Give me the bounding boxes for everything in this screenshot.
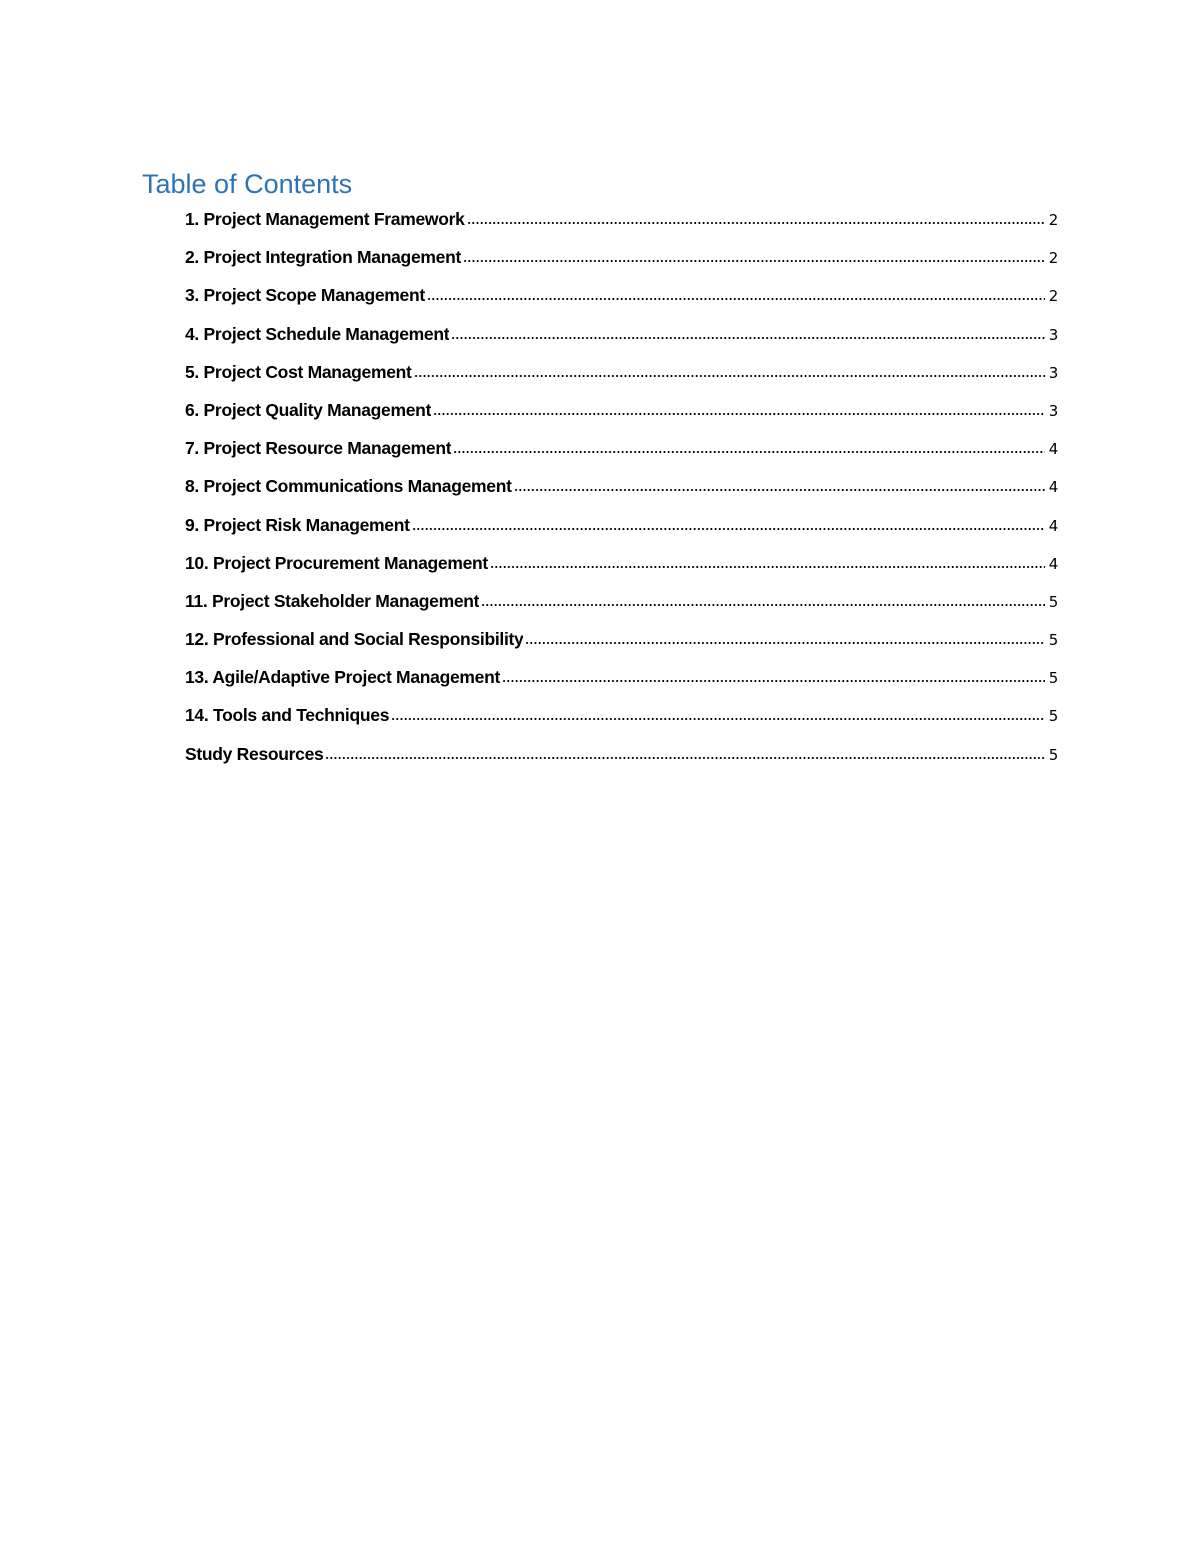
toc-heading: Table of Contents [142, 169, 353, 199]
toc-entry[interactable] [185, 735, 1058, 773]
toc-entry[interactable] [185, 544, 1058, 582]
toc-entry-page: 3 [1048, 325, 1058, 344]
toc-entry-label: 10. Project Procurement Management [185, 552, 488, 573]
dot-leader [525, 641, 1045, 645]
dot-leader [490, 565, 1045, 569]
toc-entry[interactable] [185, 391, 1058, 429]
toc-entry[interactable] [185, 238, 1058, 276]
dot-leader [463, 259, 1045, 263]
toc-entry[interactable] [185, 315, 1058, 353]
toc-entry-label: 13. Agile/Adaptive Project Management [185, 667, 501, 688]
toc-entry[interactable] [185, 353, 1058, 391]
toc-entry-label: 6. Project Quality Management [185, 399, 432, 420]
toc-entry[interactable] [185, 429, 1058, 467]
dot-leader [325, 756, 1045, 760]
toc-entry[interactable] [185, 696, 1058, 734]
toc-entry[interactable] [185, 200, 1058, 238]
toc-entry-label: 3. Project Scope Management [185, 285, 425, 306]
toc-entry-label: 2. Project Integration Management [185, 247, 461, 268]
toc-entry[interactable] [185, 506, 1058, 544]
toc-entry-page: 2 [1048, 211, 1058, 229]
dot-leader [451, 336, 1045, 340]
toc-entry-label: 11. Project Stakeholder Management [185, 590, 480, 611]
dot-leader [453, 450, 1045, 454]
toc-entry-label: Study Resources [185, 743, 324, 764]
toc-entry-page: 3 [1048, 401, 1058, 420]
toc-entry-label: 1. Project Management Framework [185, 209, 465, 229]
toc-entry[interactable] [185, 467, 1058, 505]
toc-entry[interactable] [185, 658, 1058, 696]
toc-entry-label: 12. Professional and Social Responsibility [185, 629, 524, 650]
toc-entry-label: 8. Project Communications Management [185, 476, 512, 497]
toc-entry-page: 4 [1048, 516, 1058, 535]
dot-leader [467, 221, 1045, 225]
toc-entry-page: 2 [1048, 249, 1058, 268]
toc-entry-label: 5. Project Cost Management [185, 361, 412, 382]
toc-entry-page: 5 [1048, 745, 1058, 764]
toc-entry-page: 4 [1048, 554, 1058, 573]
toc-entry-page: 3 [1048, 363, 1058, 382]
toc-entry[interactable] [185, 582, 1058, 620]
dot-leader [502, 679, 1045, 683]
toc-entry-page: 2 [1048, 287, 1058, 306]
toc-entry-page: 5 [1048, 631, 1058, 650]
dot-leader [427, 297, 1045, 301]
toc-entry[interactable] [185, 276, 1058, 314]
toc-entry-page: 5 [1048, 707, 1058, 726]
toc-entry-label: 9. Project Risk Management [185, 514, 410, 535]
toc-entry-label: 7. Project Resource Management [185, 438, 452, 459]
toc-entry-page: 4 [1048, 478, 1058, 497]
toc-list [185, 200, 1058, 773]
toc-entry-label: 4. Project Schedule Management [185, 323, 450, 344]
toc-entry-page: 5 [1048, 669, 1058, 688]
dot-leader [514, 488, 1045, 492]
toc-entry-page: 4 [1048, 440, 1058, 459]
dot-leader [481, 603, 1045, 607]
toc-entry-label: 14. Tools and Techniques [185, 705, 390, 726]
dot-leader [414, 374, 1045, 378]
dot-leader [433, 412, 1045, 416]
dot-leader [412, 527, 1045, 531]
toc-entry[interactable] [185, 620, 1058, 658]
dot-leader [391, 717, 1045, 721]
toc-entry-page: 5 [1048, 592, 1058, 611]
